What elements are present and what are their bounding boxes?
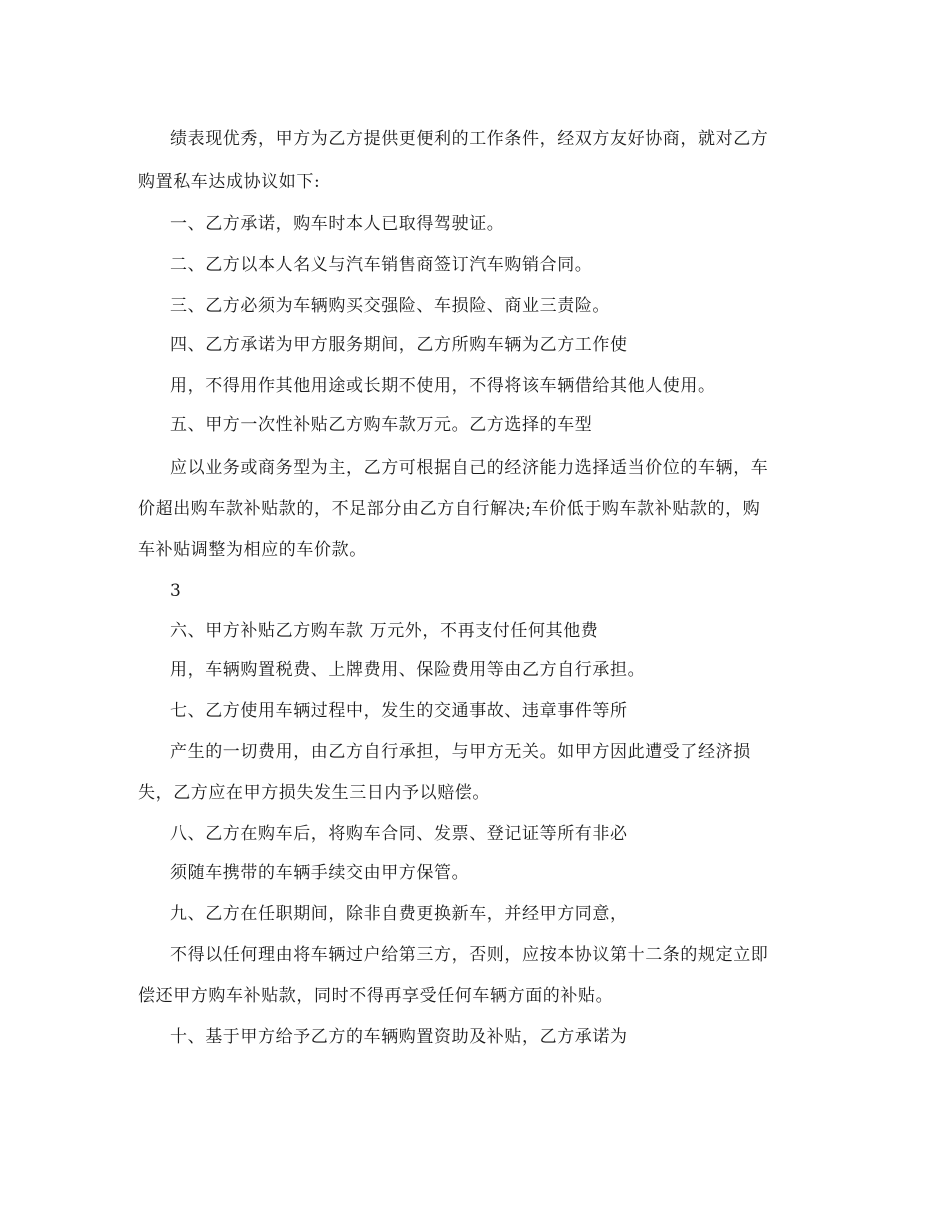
clause-6-continuation: 用，车辆购置税费、上牌费用、保险费用等由乙方自行承担。 [170,660,646,680]
clause-5: 五、甲方一次性补贴乙方购车款万元。乙方选择的车型 [170,415,593,435]
page-number: 3 [170,581,182,601]
paragraph-line: 购置私车达成协议如下: [138,172,321,192]
clause-7-continuation: 失，乙方应在甲方损失发生三日内予以赔偿。 [138,783,490,803]
clause-5-continuation: 应以业务或商务型为主，乙方可根据自己的经济能力选择适当价位的车辆，车 [170,458,769,478]
clause-2: 二、乙方以本人名义与汽车销售商签订汽车购销合同。 [170,255,593,275]
clause-7-continuation: 产生的一切费用，由乙方自行承担，与甲方无关。如甲方因此遭受了经济损 [170,742,751,762]
clause-7: 七、乙方使用车辆过程中，发生的交通事故、违章事件等所 [170,701,628,721]
clause-9-continuation: 偿还甲方购车补贴款，同时不得再享受任何车辆方面的补贴。 [138,986,614,1006]
clause-8: 八、乙方在购车后，将购车合同、发票、登记证等所有非必 [170,824,628,844]
clause-6: 六、甲方补贴乙方购车款 万元外，不再支付任何其他费 [170,621,599,641]
clause-4: 四、乙方承诺为甲方服务期间，乙方所购车辆为乙方工作使 [170,335,628,355]
clause-5-continuation: 价超出购车款补贴款的，不足部分由乙方自行解决;车价低于购车款补贴款的，购 [138,499,761,519]
clause-5-continuation: 车补贴调整为相应的车价款。 [138,540,367,560]
clause-1: 一、乙方承诺，购车时本人已取得驾驶证。 [170,214,505,234]
clause-10: 十、基于甲方给予乙方的车辆购置资助及补贴，乙方承诺为 [170,1027,628,1047]
clause-9-continuation: 不得以任何理由将车辆过户给第三方，否则，应按本协议第十二条的规定立即 [170,945,769,965]
clause-9: 九、乙方在任职期间，除非自费更换新车，并经甲方同意， [170,904,628,924]
paragraph-line: 绩表现优秀，甲方为乙方提供更便利的工作条件，经双方友好协商，就对乙方 [170,129,769,149]
clause-3: 三、乙方必须为车辆购买交强险、车损险、商业三责险。 [170,296,610,316]
clause-8-continuation: 须随车携带的车辆手续交由甲方保管。 [170,863,470,883]
clause-4-continuation: 用，不得用作其他用途或长期不使用，不得将该车辆借给其他人使用。 [170,376,716,396]
